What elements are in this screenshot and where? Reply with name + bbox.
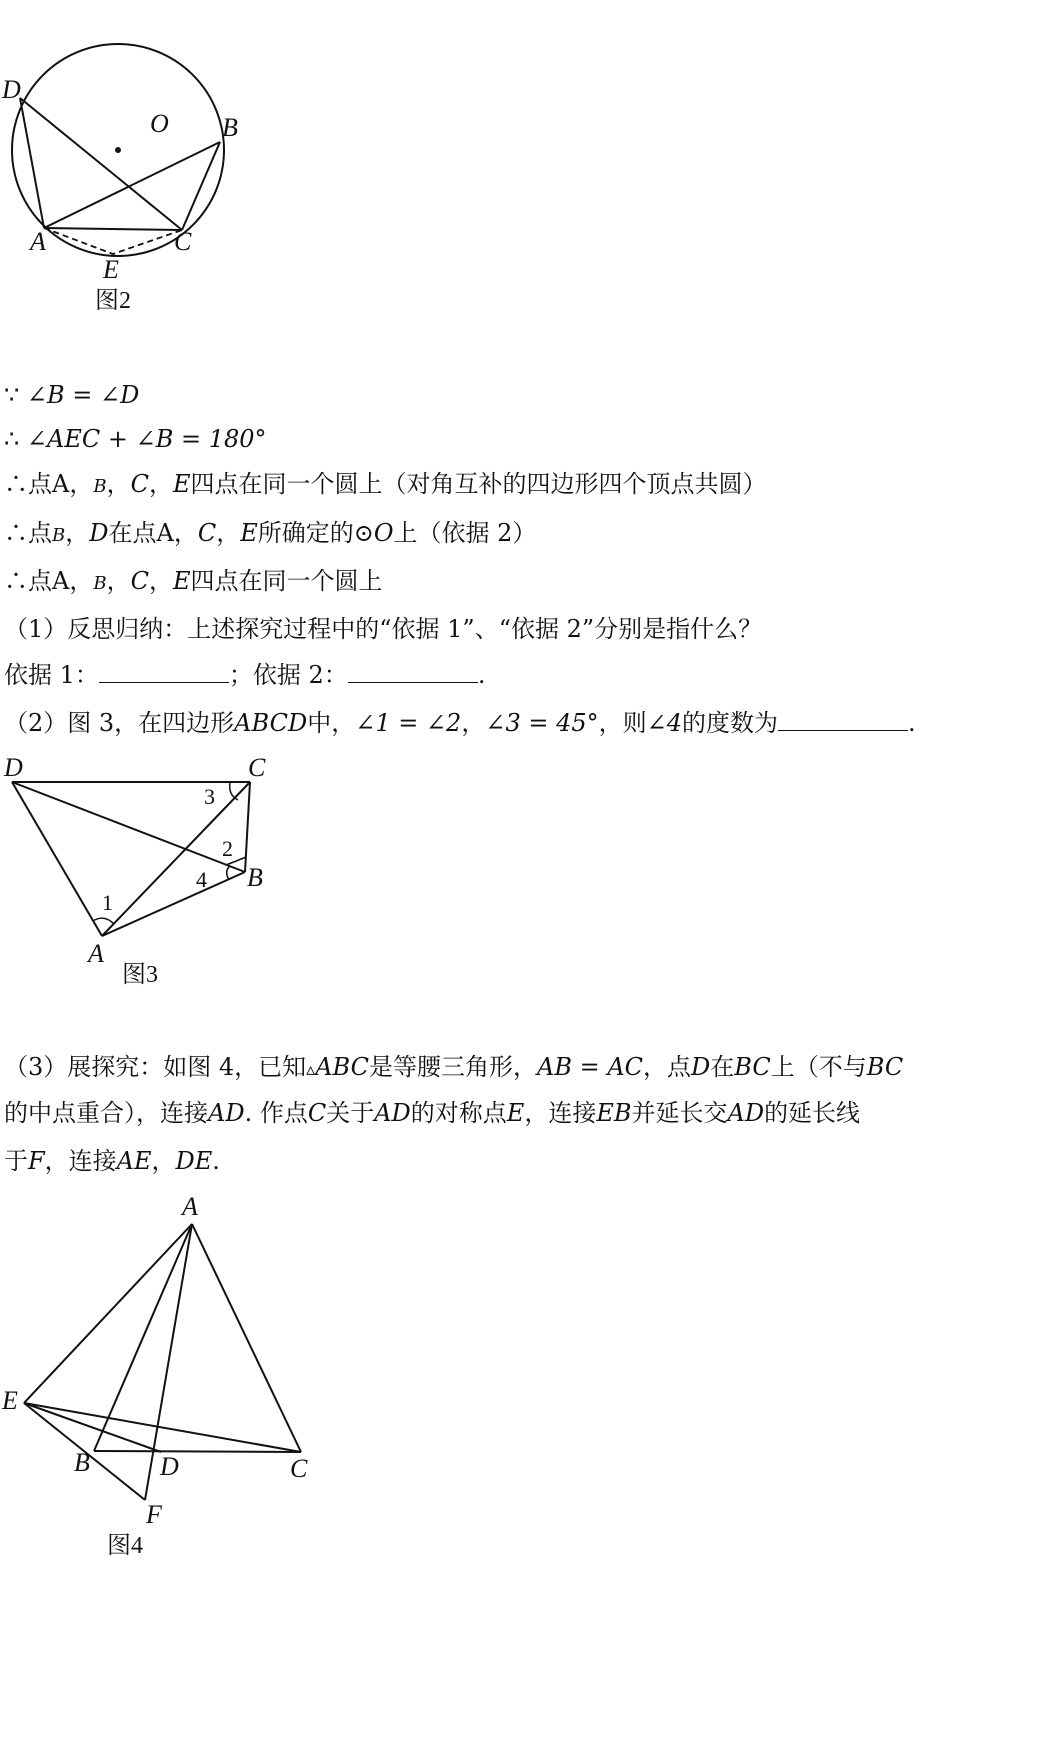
text: 的度数为	[682, 709, 779, 737]
var-eb: EB	[596, 1099, 632, 1127]
text: ，则	[598, 709, 647, 737]
segment-ab	[44, 142, 220, 228]
text: ，	[106, 567, 131, 595]
text: （2）图 3，在四边形	[4, 709, 235, 737]
var-de: DE	[175, 1147, 213, 1175]
figure-2	[0, 0, 260, 330]
var-abc: ABC	[315, 1053, 369, 1081]
var-bc: BC	[866, 1053, 904, 1081]
label-o: O	[150, 109, 169, 138]
figure-4	[0, 1185, 360, 1759]
text: ；依据 2：	[228, 661, 348, 689]
label-a: A	[182, 1192, 198, 1221]
label-e: E	[103, 255, 119, 284]
var-c: C	[130, 470, 149, 498]
text: 四点在同一个圆上（对角互补的四边形四个顶点共圆）	[190, 470, 767, 498]
var-bc: BC	[734, 1053, 771, 1081]
var-e: E	[506, 1099, 525, 1127]
angle-label-3: 3	[204, 784, 215, 809]
text: 依据 1：	[4, 661, 99, 689]
var-e: E	[240, 519, 258, 547]
label-d: D	[2, 75, 21, 104]
var-b: B	[93, 476, 107, 497]
expr-angle1-eq-angle2: ∠1 = ∠2	[355, 709, 462, 737]
segment-da	[12, 782, 102, 936]
label-c: C	[174, 227, 192, 256]
angle-label-4: 4	[196, 867, 207, 892]
segment-bc	[94, 1451, 301, 1452]
triangle-symbol: ▵	[306, 1059, 316, 1080]
var-b: B	[93, 573, 107, 594]
expr-ab-eq-ac: AB = AC	[537, 1053, 644, 1081]
center-dot	[115, 147, 121, 153]
segment-da	[20, 98, 44, 228]
text: ，	[461, 709, 486, 737]
text: ∴点A，	[4, 470, 94, 498]
proof-line-2	[4, 424, 267, 454]
proof-line-4	[4, 518, 536, 551]
segment-ab	[102, 872, 245, 936]
var-abcd: ABCD	[234, 709, 308, 737]
label-a: A	[30, 227, 46, 256]
label-b: B	[74, 1448, 90, 1477]
text: ，	[148, 567, 173, 595]
text: ，点	[643, 1053, 692, 1081]
label-c: C	[248, 753, 266, 782]
expr-aec-sum: ∠AEC + ∠B = 180°	[26, 425, 267, 453]
circle-o-symbol: ⊙O	[353, 519, 394, 547]
text: 四点在同一个圆上	[190, 567, 383, 595]
var-ae: AE	[116, 1147, 152, 1175]
segment-ac	[44, 228, 182, 230]
text: 的延长线	[764, 1099, 861, 1127]
answer-blank-1[interactable]	[99, 662, 229, 683]
question-3-line-1	[4, 1052, 903, 1085]
angle-label-1: 1	[102, 890, 113, 915]
segment-cb	[245, 782, 250, 872]
text: 的中点重合），连接	[4, 1099, 208, 1127]
question-3-line-2	[4, 1098, 860, 1128]
text: ，	[65, 519, 90, 547]
var-f: F	[28, 1147, 45, 1175]
text: 在	[710, 1053, 735, 1081]
text: 中，	[307, 709, 356, 737]
label-c: C	[290, 1454, 308, 1483]
text: ∴点A，	[4, 567, 94, 595]
var-c: C	[307, 1099, 327, 1127]
figure-4-caption: 图4	[107, 1533, 143, 1559]
var-e: E	[172, 567, 191, 595]
var-ad: AD	[208, 1099, 245, 1127]
var-c: C	[130, 567, 149, 595]
text: 的对称点	[410, 1099, 507, 1127]
text: 上（不与	[770, 1053, 867, 1081]
text: ，连接	[44, 1147, 117, 1175]
text: 是等腰三角形，	[369, 1053, 537, 1081]
segment-ac	[192, 1224, 301, 1452]
text: ，	[216, 519, 241, 547]
label-d: D	[160, 1452, 179, 1481]
var-d: D	[691, 1053, 711, 1081]
label-e: E	[2, 1386, 18, 1415]
text: 在点A，	[108, 519, 198, 547]
question-1: （1）反思归纳：上述探究过程中的“依据 1”、“依据 2”分别是指什么？	[4, 615, 763, 643]
text: ，连接	[524, 1099, 597, 1127]
answer-blank-3[interactable]	[778, 710, 908, 731]
proof-line-1	[4, 380, 139, 410]
figure-2-caption: 图2	[95, 288, 131, 314]
text: . 作点	[244, 1099, 308, 1127]
arc-angle-1	[93, 918, 114, 924]
text: 于	[4, 1147, 28, 1175]
expr-angle4: ∠4	[646, 709, 683, 737]
var-b: B	[52, 525, 66, 546]
text: ，	[148, 470, 173, 498]
proof-line-5	[4, 566, 382, 599]
text: 上（依据 2）	[393, 519, 537, 547]
segment-ab	[94, 1224, 192, 1451]
answer-blank-2[interactable]	[348, 662, 478, 683]
text: ，	[151, 1147, 176, 1175]
text: ，	[106, 470, 131, 498]
var-ad: AD	[374, 1099, 411, 1127]
text: .	[212, 1147, 220, 1175]
label-d: D	[4, 753, 23, 782]
text: .	[908, 709, 916, 737]
label-b: B	[222, 113, 238, 142]
var-c: C	[197, 519, 217, 547]
label-a: A	[88, 939, 104, 968]
text: 关于	[326, 1099, 375, 1127]
var-e: E	[172, 470, 191, 498]
label-b: B	[247, 863, 263, 892]
expr-angle3-45: ∠3 = 45°	[485, 709, 599, 737]
text: （3）展探究：如图 4，已知	[4, 1053, 307, 1081]
text: 并延长交	[631, 1099, 728, 1127]
var-d: D	[89, 519, 109, 547]
text: 所确定的	[257, 519, 354, 547]
because-symbol: ∵	[4, 381, 27, 409]
figure-3-caption: 图3	[122, 962, 158, 988]
text: .	[477, 661, 486, 689]
figure-3	[0, 750, 300, 1000]
proof-line-3	[4, 469, 766, 502]
question-1-answers	[4, 660, 485, 690]
question-3-line-3	[4, 1146, 220, 1176]
segment-ed	[24, 1403, 161, 1452]
angle-label-2: 2	[222, 836, 233, 861]
expr-b-eq-d: ∠B = ∠D	[26, 381, 140, 409]
therefore-symbol: ∴	[4, 425, 27, 453]
text: ∴点	[4, 519, 52, 547]
question-2	[4, 708, 916, 738]
segment-ec	[24, 1403, 301, 1452]
var-ad: AD	[727, 1099, 765, 1127]
label-f: F	[146, 1500, 162, 1529]
arc-angle-3	[230, 782, 238, 800]
